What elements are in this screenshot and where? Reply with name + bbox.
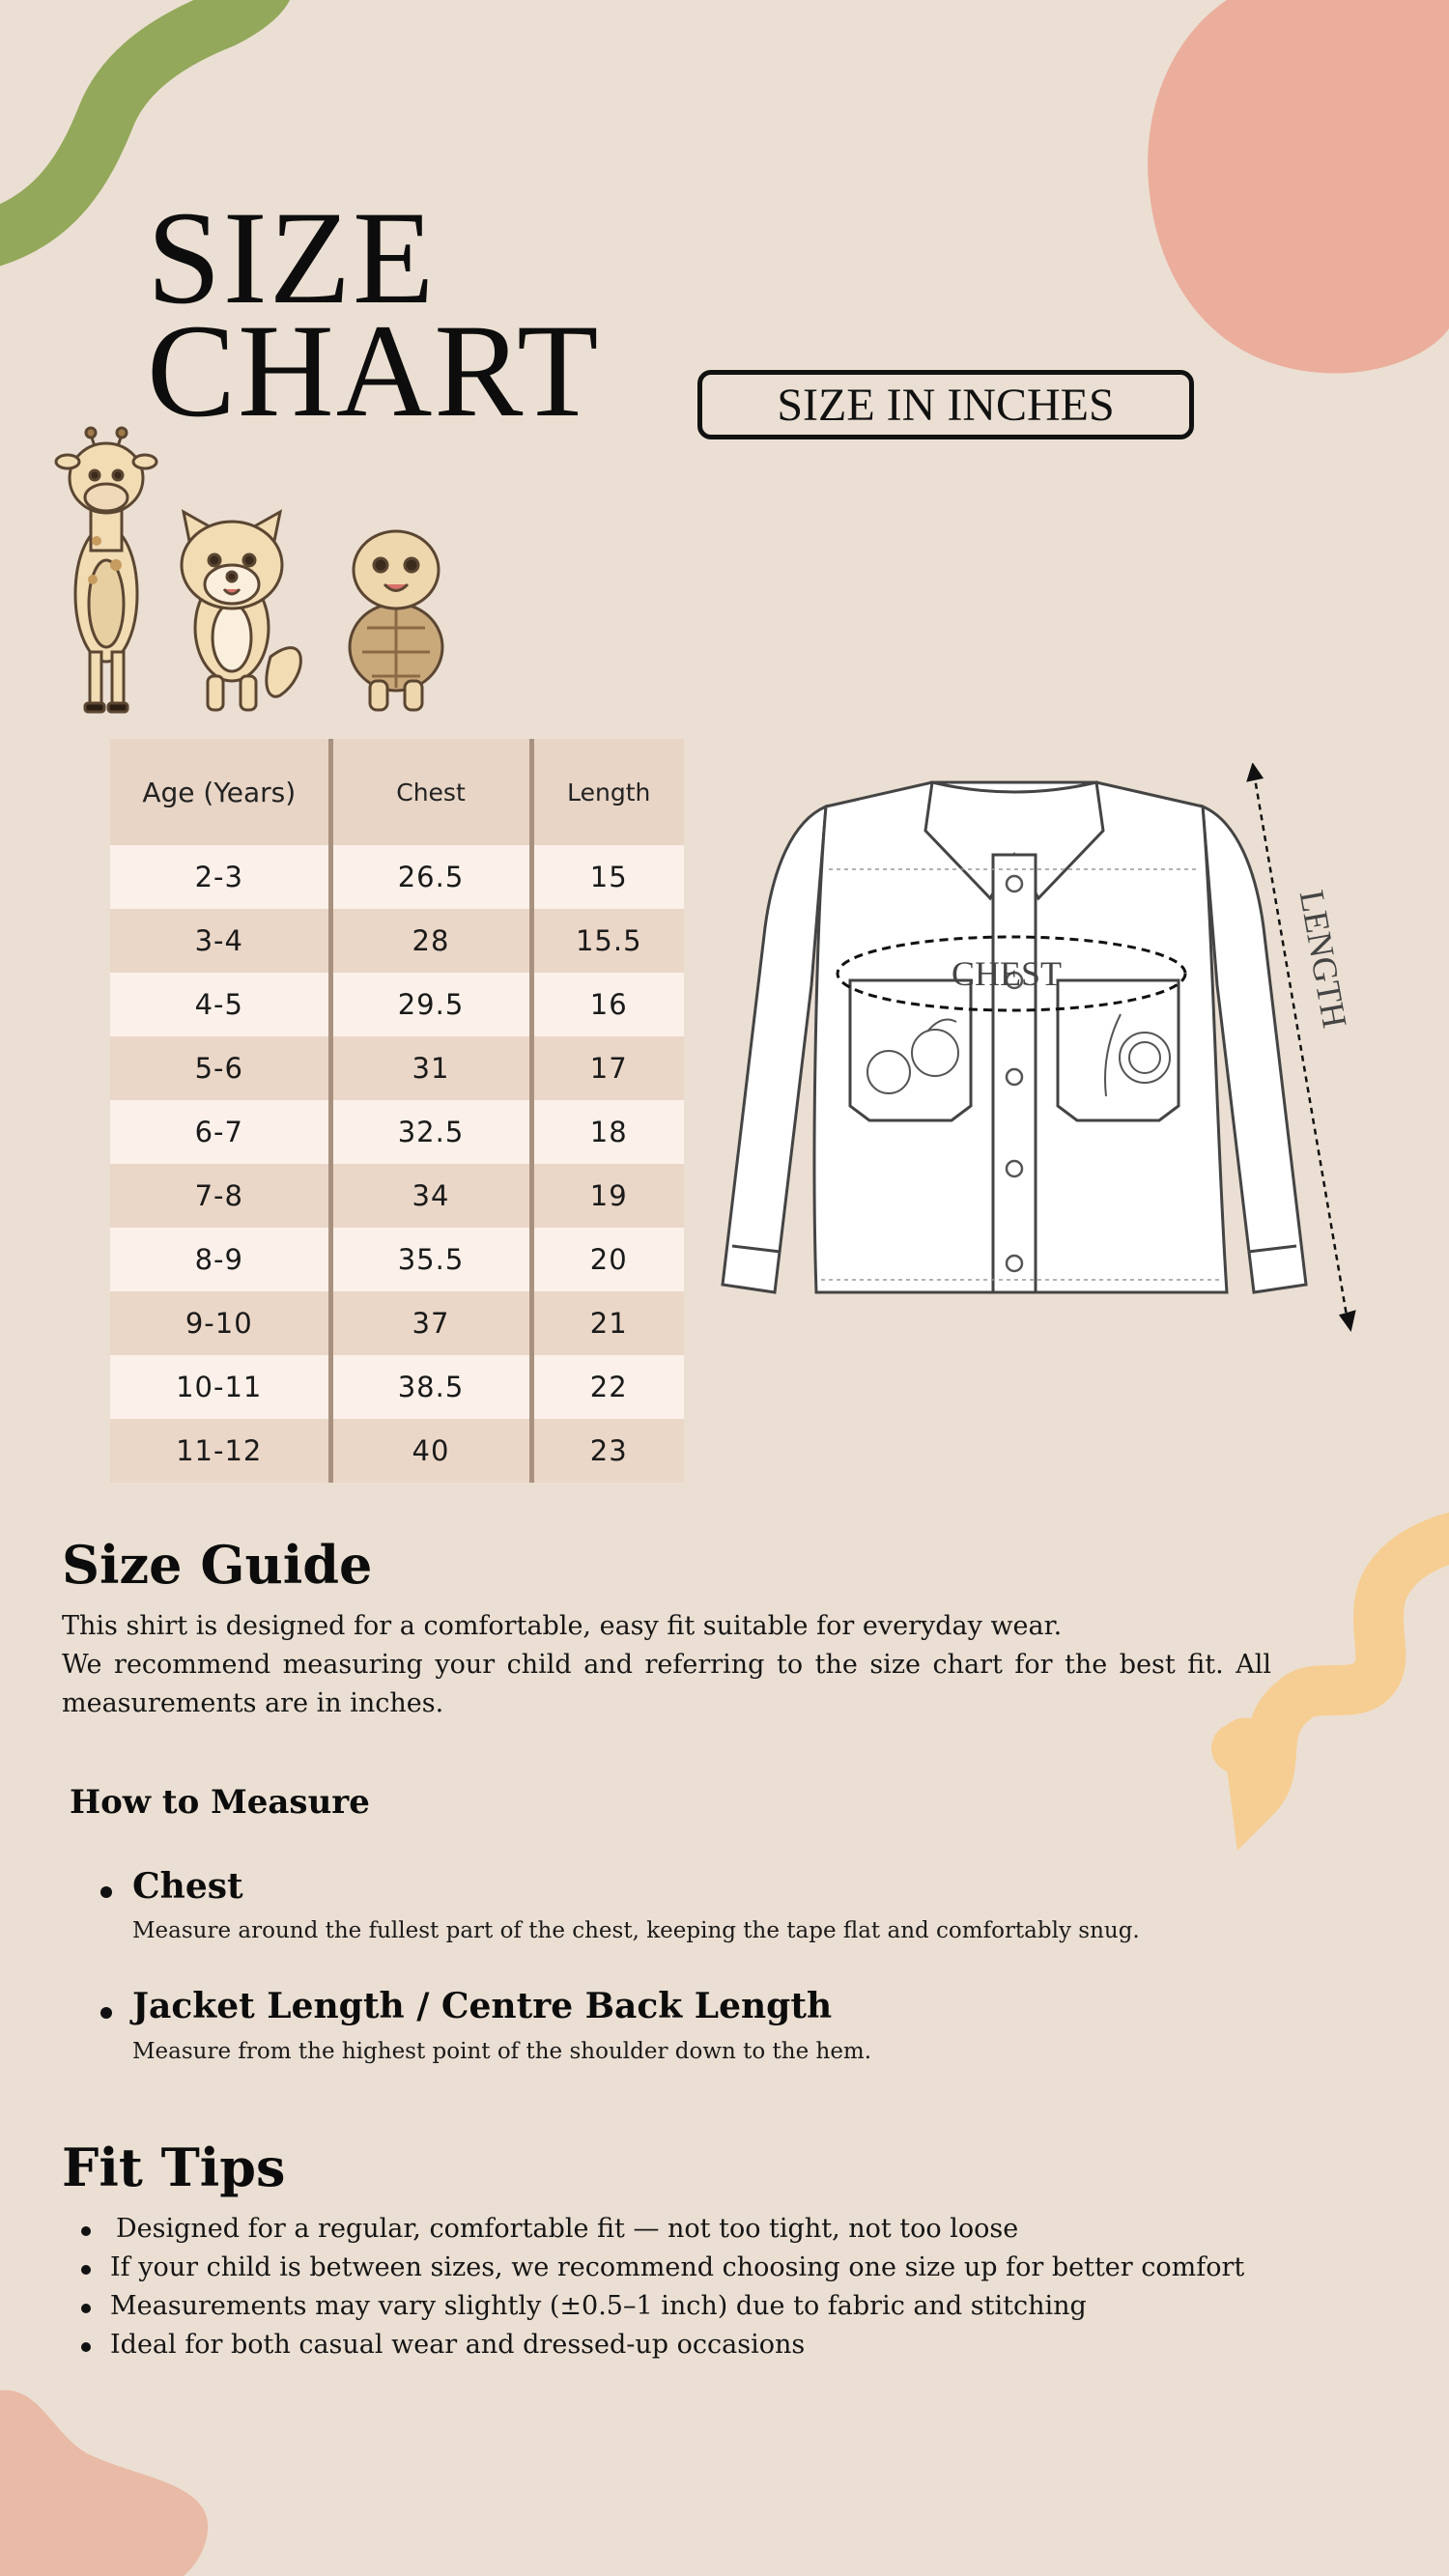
bullet-icon bbox=[81, 2342, 91, 2352]
cell-chest: 31 bbox=[330, 1036, 531, 1100]
table-row bbox=[110, 1228, 684, 1291]
measure-item-title: Jacket Length / Centre Back Length bbox=[132, 1986, 833, 2026]
cell-length: 21 bbox=[531, 1291, 684, 1355]
peach-blob-decoration bbox=[0, 2391, 208, 2576]
cell-length: 20 bbox=[531, 1228, 684, 1291]
cell-chest: 35.5 bbox=[330, 1228, 531, 1291]
cell-chest: 29.5 bbox=[330, 973, 531, 1036]
cell-age: 5-6 bbox=[110, 1036, 330, 1100]
page-title-line-1: SIZE bbox=[147, 184, 437, 331]
table-row bbox=[110, 1419, 684, 1483]
chest-label: CHEST bbox=[951, 954, 1063, 993]
header-length: Length bbox=[531, 739, 684, 845]
table-header-row bbox=[110, 739, 684, 845]
cell-age: 10-11 bbox=[110, 1355, 330, 1419]
cell-length: 17 bbox=[531, 1036, 684, 1100]
table-row bbox=[110, 1036, 684, 1100]
measure-item-desc: Measure around the fullest part of the chest, keeping the tape flat and comfortably snug. bbox=[132, 1918, 1140, 1943]
cell-age: 4-5 bbox=[110, 973, 330, 1036]
pink-blob-decoration bbox=[1148, 0, 1449, 373]
cell-chest: 32.5 bbox=[330, 1100, 531, 1164]
header-age: Age (Years) bbox=[110, 739, 330, 845]
bullet-icon bbox=[100, 1886, 112, 1898]
table-row bbox=[110, 909, 684, 973]
fox-illustration bbox=[182, 512, 300, 710]
cell-length: 15 bbox=[531, 845, 684, 909]
how-to-measure-heading: How to Measure bbox=[70, 1783, 370, 1822]
left-sleeve bbox=[723, 807, 826, 1292]
cell-length: 22 bbox=[531, 1355, 684, 1419]
header-chest: Chest bbox=[330, 739, 531, 845]
size-guide-line-1: This shirt is designed for a comfortable, easy fit suitable for everyday wear. bbox=[62, 1611, 1063, 1641]
units-badge-label: SIZE IN INCHES bbox=[777, 379, 1115, 431]
cell-age: 2-3 bbox=[110, 845, 330, 909]
bullet-icon bbox=[100, 2007, 112, 2019]
page-title-line-2: CHART bbox=[147, 297, 601, 444]
size-guide-heading: Size Guide bbox=[62, 1534, 373, 1596]
cell-chest: 37 bbox=[330, 1291, 531, 1355]
cell-length: 23 bbox=[531, 1419, 684, 1483]
cell-age: 11-12 bbox=[110, 1419, 330, 1483]
cell-chest: 26.5 bbox=[330, 845, 531, 909]
cell-chest: 34 bbox=[330, 1164, 531, 1228]
table-row bbox=[110, 973, 684, 1036]
fit-tip-item: Measurements may vary slightly (±0.5–1 inch) due to fabric and stitching bbox=[110, 2291, 1087, 2321]
cell-age: 3-4 bbox=[110, 909, 330, 973]
fit-tip-item: Ideal for both casual wear and dressed-up occasions bbox=[110, 2330, 806, 2360]
shirt-diagram bbox=[715, 763, 1410, 1362]
cell-chest: 28 bbox=[330, 909, 531, 973]
length-label: LENGTH bbox=[1292, 887, 1355, 1032]
table-body bbox=[110, 845, 684, 1483]
cell-age: 8-9 bbox=[110, 1228, 330, 1291]
turtle-illustration bbox=[350, 531, 442, 710]
bullet-icon bbox=[81, 2304, 91, 2313]
table-row bbox=[110, 1164, 684, 1228]
fit-tips-heading: Fit Tips bbox=[62, 2137, 286, 2198]
table-row bbox=[110, 845, 684, 909]
measure-item-desc: Measure from the highest point of the shoulder down to the hem. bbox=[132, 2039, 872, 2064]
bullet-icon bbox=[81, 2226, 91, 2236]
giraffe-illustration bbox=[56, 428, 156, 712]
cell-length: 15.5 bbox=[531, 909, 684, 973]
cell-age: 6-7 bbox=[110, 1100, 330, 1164]
fit-tip-item: If your child is between sizes, we recommend choosing one size up for better comfort bbox=[110, 2252, 1245, 2282]
fit-tip-item: Designed for a regular, comfortable fit — not too tight, not too loose bbox=[116, 2214, 1019, 2244]
cell-length: 18 bbox=[531, 1100, 684, 1164]
table-row bbox=[110, 1100, 684, 1164]
cell-length: 19 bbox=[531, 1164, 684, 1228]
measure-item-title: Chest bbox=[132, 1866, 243, 1907]
table-row bbox=[110, 1355, 684, 1419]
cell-length: 16 bbox=[531, 973, 684, 1036]
cell-chest: 38.5 bbox=[330, 1355, 531, 1419]
size-guide-line-2: We recommend measuring your child and referring to the size chart for the best fit. All measurements are in inches. bbox=[62, 1650, 1271, 1718]
cell-age: 9-10 bbox=[110, 1291, 330, 1355]
cell-age: 7-8 bbox=[110, 1164, 330, 1228]
cell-chest: 40 bbox=[330, 1419, 531, 1483]
table-row bbox=[110, 1291, 684, 1355]
units-badge bbox=[697, 370, 1194, 439]
bullet-icon bbox=[81, 2265, 91, 2275]
left-pocket bbox=[850, 980, 971, 1120]
size-table bbox=[110, 739, 684, 1483]
